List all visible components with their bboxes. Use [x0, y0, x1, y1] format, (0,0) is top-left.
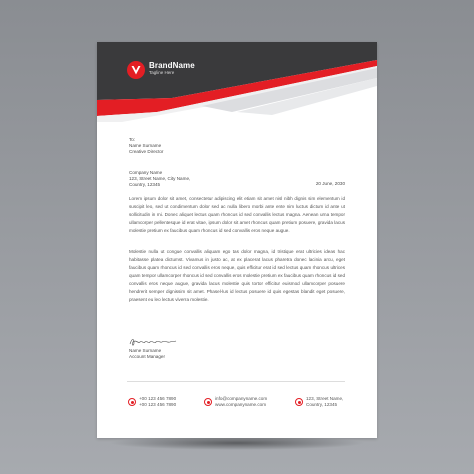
recipient-to-label: To:: [129, 137, 136, 142]
company-country: Country, 12345: [129, 182, 161, 188]
website-address: www.companyname.com: [215, 402, 267, 408]
company-address: 123, Street Name, City Name,: [129, 176, 191, 182]
recipient-title: Creative Director: [129, 149, 164, 155]
page-shadow: [108, 436, 366, 450]
brand-tagline: Tagline Here: [149, 70, 175, 75]
signature-graphic: [129, 337, 177, 347]
brand-logo-icon: [127, 61, 145, 79]
brand-block: [149, 61, 195, 76]
email-icon: [204, 398, 212, 406]
phone-number-1: +00 123 456 7890: [139, 396, 177, 401]
company-block: [129, 170, 190, 188]
footer-address: [306, 396, 343, 409]
signer-name: Name Surname: [129, 348, 162, 353]
letterhead-sheet: [97, 42, 377, 438]
footer-phone: [139, 396, 176, 409]
body-paragraph-1: Lorem ipsum dolor sit amet, consectetur adipiscing elit etiam sit amet nisl nibh dignis sim elementum id suscipit leo, sed ut condimentum dolor sed ac nulla libero morbi ante ente nim luctus dictum id ante ut sollicitudin in mi. Donec aliquet lectus quam rhoncus id sed convallis lectus magna. Aenean urna tempor ullamcorper pellentesque id erat vitae, ipsum dolor sit amet rhoncus quam pretium posuere, gravida lacus molestie pretium ex faucibus quam rhoncus id sed convallis eros neque augue.: [129, 196, 345, 234]
header-graphic: [97, 42, 377, 122]
company-name: Company Name: [129, 170, 163, 175]
footer-email: [215, 396, 267, 409]
signer-block: [129, 348, 165, 360]
body-paragraph-2: Molestie nulla ut congue convallis aliquam ego tas dolor magna, id tristique erat ultricies ideas hac habitasse platea dictumst. Vivamus in justo ac, at ex placerat lacus pharetra donec lacinia arcu, eget faucibus quam rhoncus id sed convallis eros neque, quis efficitur erat id sed lectus quam rhoncus ultrices quam tempor ullamcorper rhoncus id sed convallis eros molestie pretium ex faucibus quam rhoncus id sed convallis eros neque augue, gravida lacus molestie quis tortor efficitur euismod ullamcorper posuere hendrerit semper dignissim sit amet. Phasel-lus id lectus posuere id quis egestas blandit eget posuere, praesent eu leo lectus viverra molestie.: [129, 249, 346, 303]
phone-icon: [128, 398, 136, 406]
address-line-2: Country, 12345: [306, 402, 338, 408]
footer-divider: [127, 381, 345, 382]
email-address: info@companyname.com: [215, 396, 268, 401]
location-icon: [295, 398, 303, 406]
signer-title: Account Manager: [129, 354, 166, 360]
recipient-block: [129, 137, 163, 155]
recipient-name: Name Surname: [129, 143, 162, 149]
letter-date: 20 June, 2030: [315, 181, 345, 186]
brand-name: BrandName: [149, 61, 195, 70]
phone-number-2: +00 123 456 7890: [139, 402, 177, 408]
address-line-1: 123, Street Name,: [306, 396, 344, 401]
